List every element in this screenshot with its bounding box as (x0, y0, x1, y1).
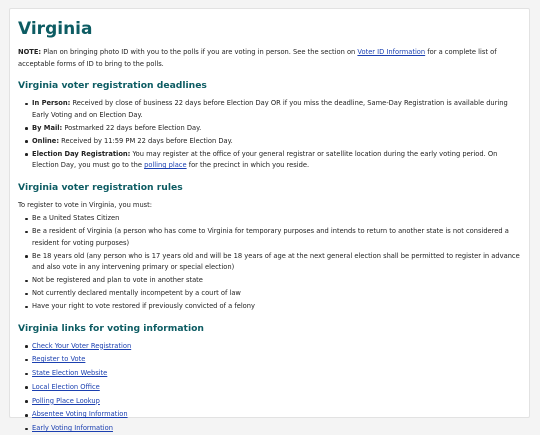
list-item (26, 136, 522, 148)
rules-heading: Virginia voter registration rules (18, 181, 183, 193)
links-heading: Virginia links for voting information (18, 322, 204, 334)
page-title: Virginia (18, 19, 93, 39)
early-voting-link[interactable]: Early Voting Information (32, 424, 113, 433)
note-text-before: Plan on bringing photo ID with you to the polls if you are voting in person. See the section on (41, 48, 358, 56)
rules-list (18, 213, 522, 313)
item-text: for the precinct in which you reside. (186, 161, 310, 169)
list-item (26, 123, 522, 135)
content-card (9, 8, 530, 433)
list-item (26, 354, 522, 366)
item-text: Postmarked 22 days before Election Day. (62, 123, 202, 132)
local-election-office-link[interactable]: Local Election Office (32, 382, 100, 391)
list-item (26, 98, 522, 121)
deadlines-heading: Virginia voter registration deadlines (18, 80, 207, 91)
list-item: Not currently declared mentally incompetent by a court of law (26, 288, 522, 300)
voter-id-link[interactable]: Voter ID Information (357, 48, 426, 56)
check-registration-link[interactable]: Check Your Voter Registration (32, 341, 132, 350)
list-item (26, 341, 522, 353)
polling-place-link[interactable]: polling place (144, 161, 187, 169)
list-item: Have your right to vote restored if previously convicted of a felony (26, 301, 522, 313)
list-item (26, 423, 522, 435)
list-item: Not be registered and plan to vote in another state (26, 275, 522, 287)
item-text: Received by close of business 22 days before Election Day OR if you miss the deadline, Same-Day Registration is available during Early Voting and on Election Day. (32, 99, 508, 119)
note-paragraph (18, 47, 522, 70)
item-text: Received by 11:59 PM 22 days before Election Day. (59, 136, 233, 145)
list-item: Be 18 years old (any person who is 17 years old and will be 18 years of age at the next general election shall be permitted to register in advance and also vote in any intervening primary or special election) (26, 251, 522, 274)
item-text: You may register at the office of your general registrar or satellite location during the early voting period. On Election Day, you must go to the (32, 149, 498, 169)
note-label: NOTE: (18, 48, 42, 56)
item-label: By Mail: (32, 123, 63, 132)
item-label: In Person: (32, 99, 71, 107)
list-item (26, 149, 522, 172)
register-to-vote-link[interactable]: Register to Vote (32, 355, 86, 364)
list-item (26, 368, 522, 380)
deadlines-list (18, 98, 522, 172)
rules-intro: To register to vote in Virginia, you must: (18, 200, 153, 209)
state-election-website-link[interactable]: State Election Website (32, 369, 108, 378)
item-label: Online: (32, 136, 60, 145)
list-item (26, 396, 522, 408)
absentee-voting-link[interactable]: Absentee Voting Information (32, 410, 128, 419)
list-item: Be a resident of Virginia (a person who has come to Virginia for temporary purposes and intends to return to another state is not considered a resident for voting purposes) (26, 226, 522, 249)
list-item: Be a United States Citizen (26, 213, 522, 225)
list-item (26, 382, 522, 394)
polling-place-lookup-link[interactable]: Polling Place Lookup (32, 396, 100, 405)
links-list (18, 341, 522, 435)
item-label: Election Day Registration: (32, 149, 131, 158)
note-text-after: for a complete list of acceptable forms of ID to bring to the polls. (18, 48, 497, 68)
list-item (26, 409, 522, 421)
